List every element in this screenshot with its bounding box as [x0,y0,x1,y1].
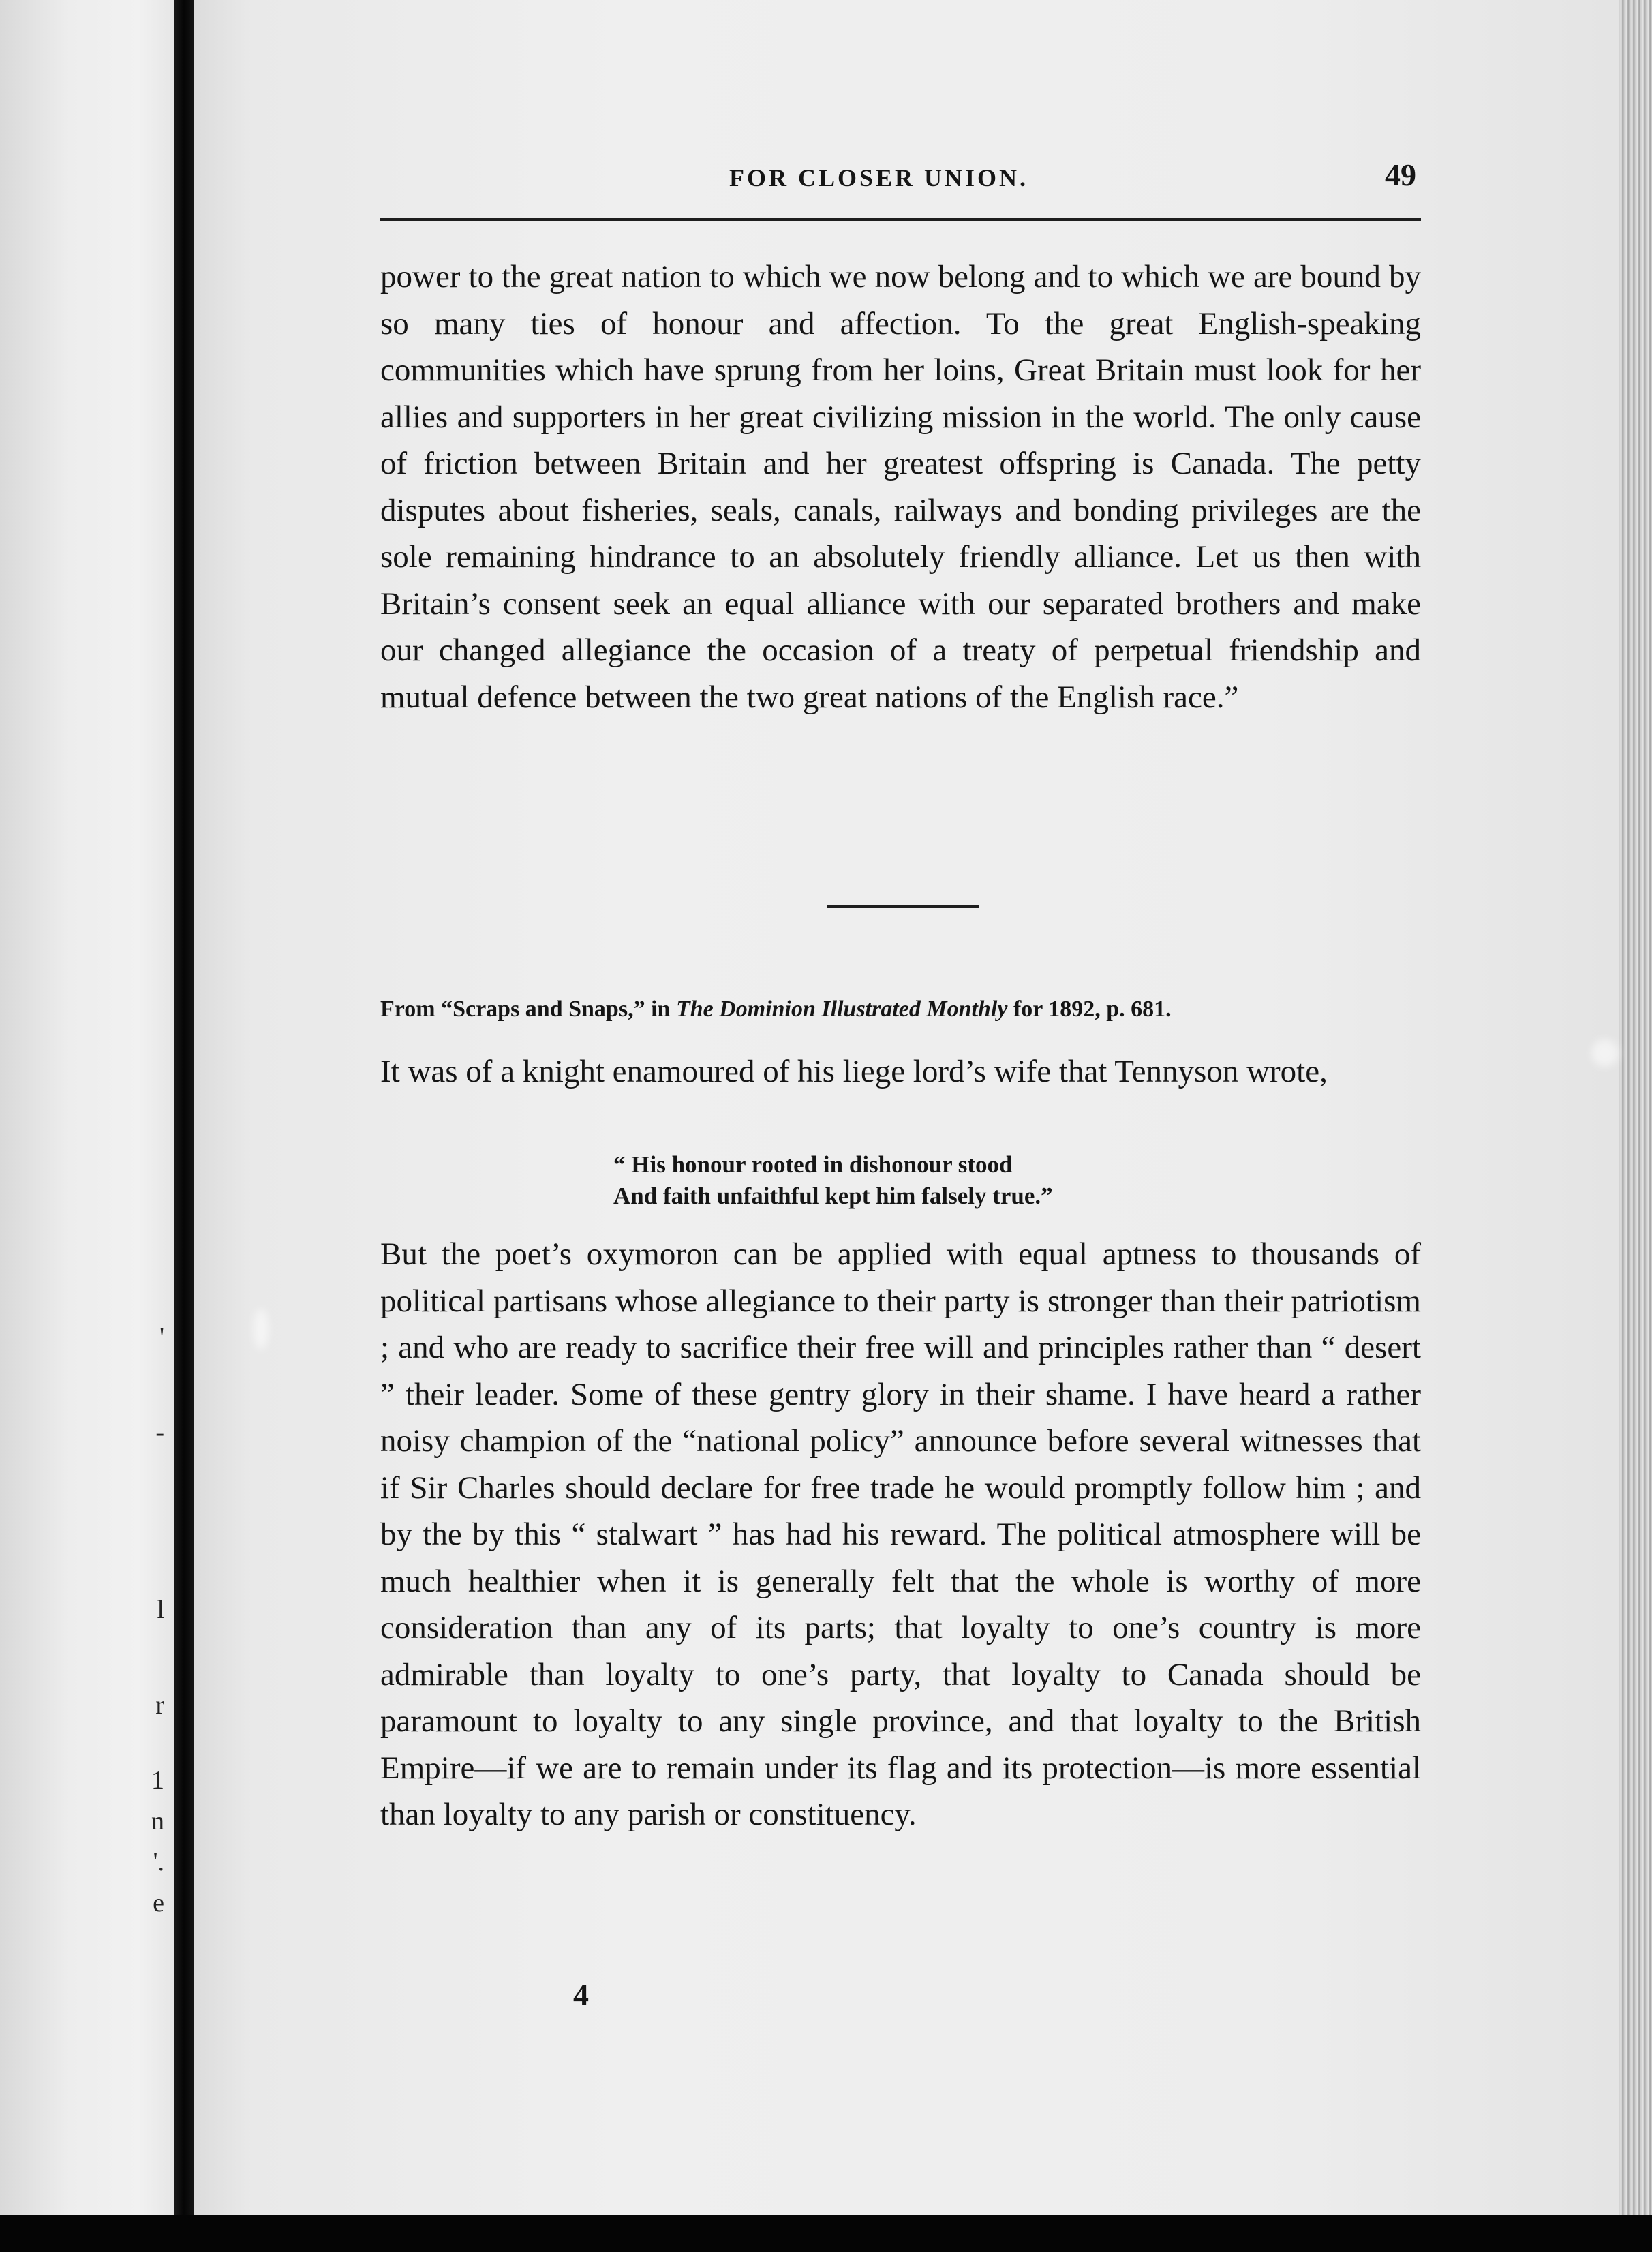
book-spine-shadow [174,0,194,2215]
section-divider [827,905,979,908]
source-prefix: From “Scraps and Snaps,” in [380,996,676,1022]
intro-paragraph: It was of a knight enamoured of his liege lord’s wife that Tennyson wrote, [380,1054,1328,1089]
source-journal: The Dominion Illustrated Monthly [675,996,1008,1022]
source-suffix: for 1892, p. 681. [1007,996,1172,1022]
fragment-mark: ' [159,1323,164,1352]
verse-line-1: “ His honour rooted in dishonour stood [613,1151,1013,1178]
signature-mark: 4 [573,1977,589,2012]
fragment-mark: '. [153,1848,164,1876]
continued-paragraph: power to the great nation to which we now belong and to which we are bound by so many ties of honour and affection. To the great English-speaking communities which have sprung from her loins, Great Britain must look for her allies and supporters in her great civilizing mission in the world. The only cause of friction between Britain and her greatest offspring is Canada. The petty disputes about fisheries, seals, canals, railways and bonding privileges are the sole remaining hindrance to an absolutely friendly alliance. Let us then with Britain’s consent seek an equal alliance with our separated brothers and make our changed allegiance the occasion of a treaty of perpetual friendship and mutual defence between the two great nations of the English race.” [380,259,1421,715]
fragment-mark: n [151,1807,164,1836]
running-title: FOR CLOSER UNION. [729,164,1029,192]
fragment-mark: r [155,1691,164,1720]
scan-smudge [254,1309,269,1350]
fragment-mark: 1 [151,1766,164,1795]
source-citation [380,996,1430,1022]
page-stack-edge [1619,0,1652,2215]
running-header [0,157,1652,204]
fragment-mark: - [155,1418,164,1447]
intro-passage [380,1050,1421,1093]
adjacent-page-text-fragments [0,0,174,2215]
fragment-mark: e [153,1889,164,1917]
scan-smudge [1591,1039,1619,1067]
continued-passage [380,254,1421,720]
fragment-mark: l [157,1596,164,1624]
verse-line-2: And faith unfaithful kept him falsely true.” [613,1183,1053,1209]
quoted-verse [613,1149,1295,1212]
main-paragraph: But the poet’s oxymoron can be applied with equal aptness to thousands of political partisans whose allegiance to their party is stronger than their patriotism ; and who are ready to sacrifice their free will and principles rather than “ desert ” their leader. Some of these gentry glory in their shame. I have heard a rather noisy champion of the “national policy” announce before several witnesses that if Sir Charles should declare for free trade he would promptly follow him ; and by the by this “ stalwart ” has had his reward. The political atmosphere will be much healthier when it is generally felt that the whole is worthy of more consideration than any of its parts; that loyalty to one’s country is more admirable than loyalty to one’s party, that loyalty to Canada should be paramount to loyalty to any single province, and that loyalty to the British Empire—if we are to remain under its flag and its protection—is more essential than loyalty to any parish or constituency. [380,1236,1421,1832]
main-passage [380,1231,1421,1838]
header-rule [380,218,1421,221]
page-number: 49 [1385,157,1416,192]
scan-border [0,2215,1652,2252]
